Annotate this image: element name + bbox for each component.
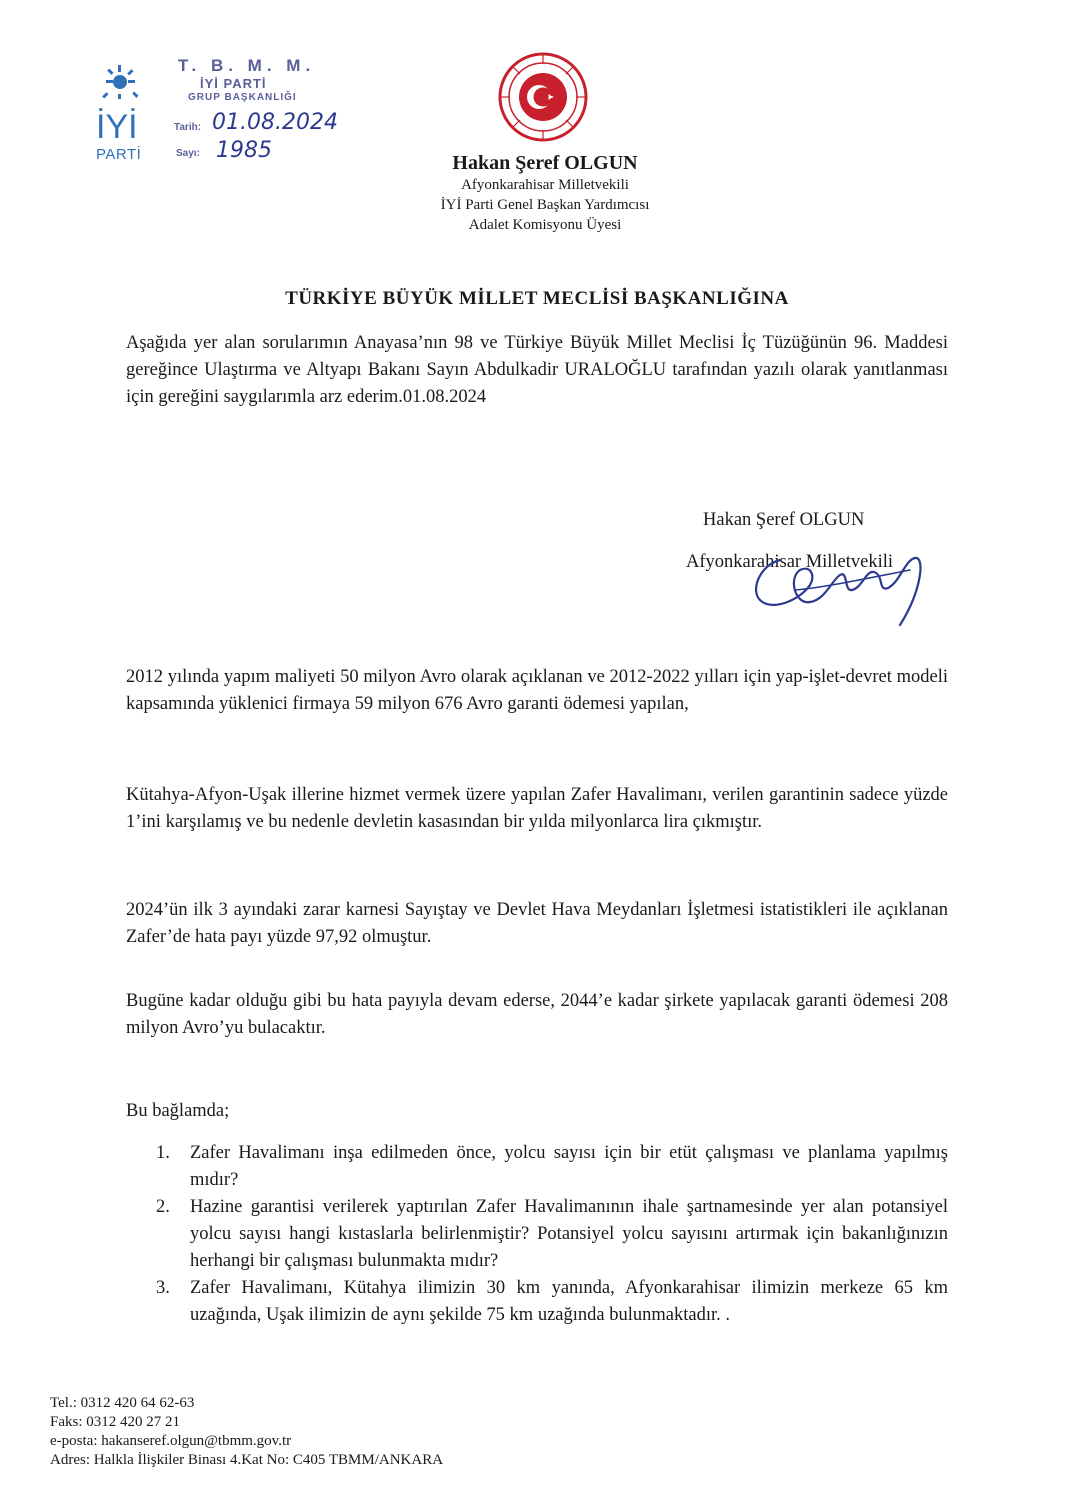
question-text: Hazine garantisi verilerek yaptırılan Zafer Havalimanının ihale şartnamesinde yer alan potansiyel yolcu sayısı hangi kıstaslarla belirlenmiştir? Potansiyel yolcu sayısını artırmak için bakanlığınızın herhangi bir çalışması bulunmakta mıdır?: [190, 1197, 948, 1271]
logo-party-label: PARTİ: [96, 146, 142, 163]
logo-letters: İYİ: [96, 108, 138, 146]
list-item: [156, 1275, 948, 1329]
footer-address: Adres: Halkla İlişkiler Binası 4.Kat No: C405 TBMM/ANKARA: [50, 1452, 444, 1468]
contact-footer: [50, 1394, 443, 1470]
sender-committee: Adalet Komisyonu Üyesi: [468, 217, 622, 233]
stamp-date-value: 01.08.2024: [212, 110, 338, 135]
footer-phone: Tel.: 0312 420 64 62-63: [50, 1395, 195, 1411]
question-number: 1.: [156, 1143, 170, 1163]
signature-name: Hakan Şeref OLGUN: [703, 510, 865, 530]
body-paragraph-2: Kütahya-Afyon-Uşak illerine hizmet vermek üzere yapılan Zafer Havalimanı, verilen garantinin sadece yüzde 1’ini karşılamış ve bu nedenle devletin kasasından bir yılda milyonlarca lira çıkmıştır.: [126, 785, 948, 832]
question-list: [156, 1140, 948, 1329]
sender-role: Afyonkarahisar Milletvekili: [461, 177, 629, 193]
question-number: 2.: [156, 1197, 170, 1217]
question-text: Zafer Havalimanı inşa edilmeden önce, yolcu sayısı için bir etüt çalışması ve planlama yapılmış mıdır?: [190, 1143, 948, 1190]
stamp-number-label: Sayı:: [176, 148, 200, 159]
stamp-office: GRUP BAŞKANLIĞI: [188, 92, 297, 103]
lead-in: Bu bağlamda;: [126, 1101, 230, 1121]
body-paragraph-3: 2024’ün ilk 3 ayındaki zarar karnesi Sayıştay ve Devlet Hava Meydanları İşletmesi istatistikleri ile açıklanan Zafer’de hata payı yüzde 97,92 olmuştur.: [126, 900, 948, 947]
body-paragraph-1: 2012 yılında yapım maliyeti 50 milyon Avro olarak açıklanan ve 2012-2022 yılları için yap-işlet-devret modeli kapsamında yüklenici firmaya 59 milyon 676 Avro garanti ödemesi yapılan,: [126, 667, 948, 714]
question-number: 3.: [156, 1278, 170, 1298]
intro-paragraph: Aşağıda yer alan sorularımın Anayasa’nın 98 ve Türkiye Büyük Millet Meclisi İç Tüzüğünün 96. Maddesi gereğince Ulaştırma ve Altyapı Bakanı Sayın Abdulkadir URALOĞLU tarafından yazılı olarak yanıtlanması için gereğini saygılarımla arz ederim.01.08.2024: [126, 333, 948, 407]
stamp-party: İYİ PARTİ: [200, 76, 267, 91]
sender-party-role: İYİ Parti Genel Başkan Yardımcısı: [440, 197, 650, 213]
sender-name: Hakan Şeref OLGUN: [452, 152, 638, 174]
list-item: [156, 1140, 948, 1194]
stamp-org: T. B. M. M.: [178, 56, 316, 75]
sender-header: [380, 152, 710, 235]
handwritten-signature: [740, 530, 940, 640]
document-title: TÜRKİYE BÜYÜK MİLLET MECLİSİ BAŞKANLIĞINA: [285, 288, 789, 309]
list-item: [156, 1194, 948, 1275]
footer-email: e-posta: hakanseref.olgun@tbmm.gov.tr: [50, 1433, 292, 1449]
stamp-date-label: Tarih:: [174, 122, 202, 133]
stamp-number-value: 1985: [216, 138, 272, 163]
question-text: Zafer Havalimanı, Kütahya ilimizin 30 km yanında, Afyonkarahisar ilimizin merkeze 65 km uzağında, Uşak ilimizin de aynı şekilde 75 km uzağında bulunmaktadır. .: [190, 1278, 948, 1325]
tbmm-seal: [498, 52, 588, 142]
body-paragraph-4: Bugüne kadar olduğu gibi bu hata payıyla devam ederse, 2044’e kadar şirkete yapılacak garanti ödemesi 208 milyon Avro’yu bulacaktır.: [126, 991, 948, 1038]
signature-title: Afyonkarahisar Milletvekili: [686, 552, 894, 572]
footer-fax: Faks: 0312 420 27 21: [50, 1414, 181, 1430]
